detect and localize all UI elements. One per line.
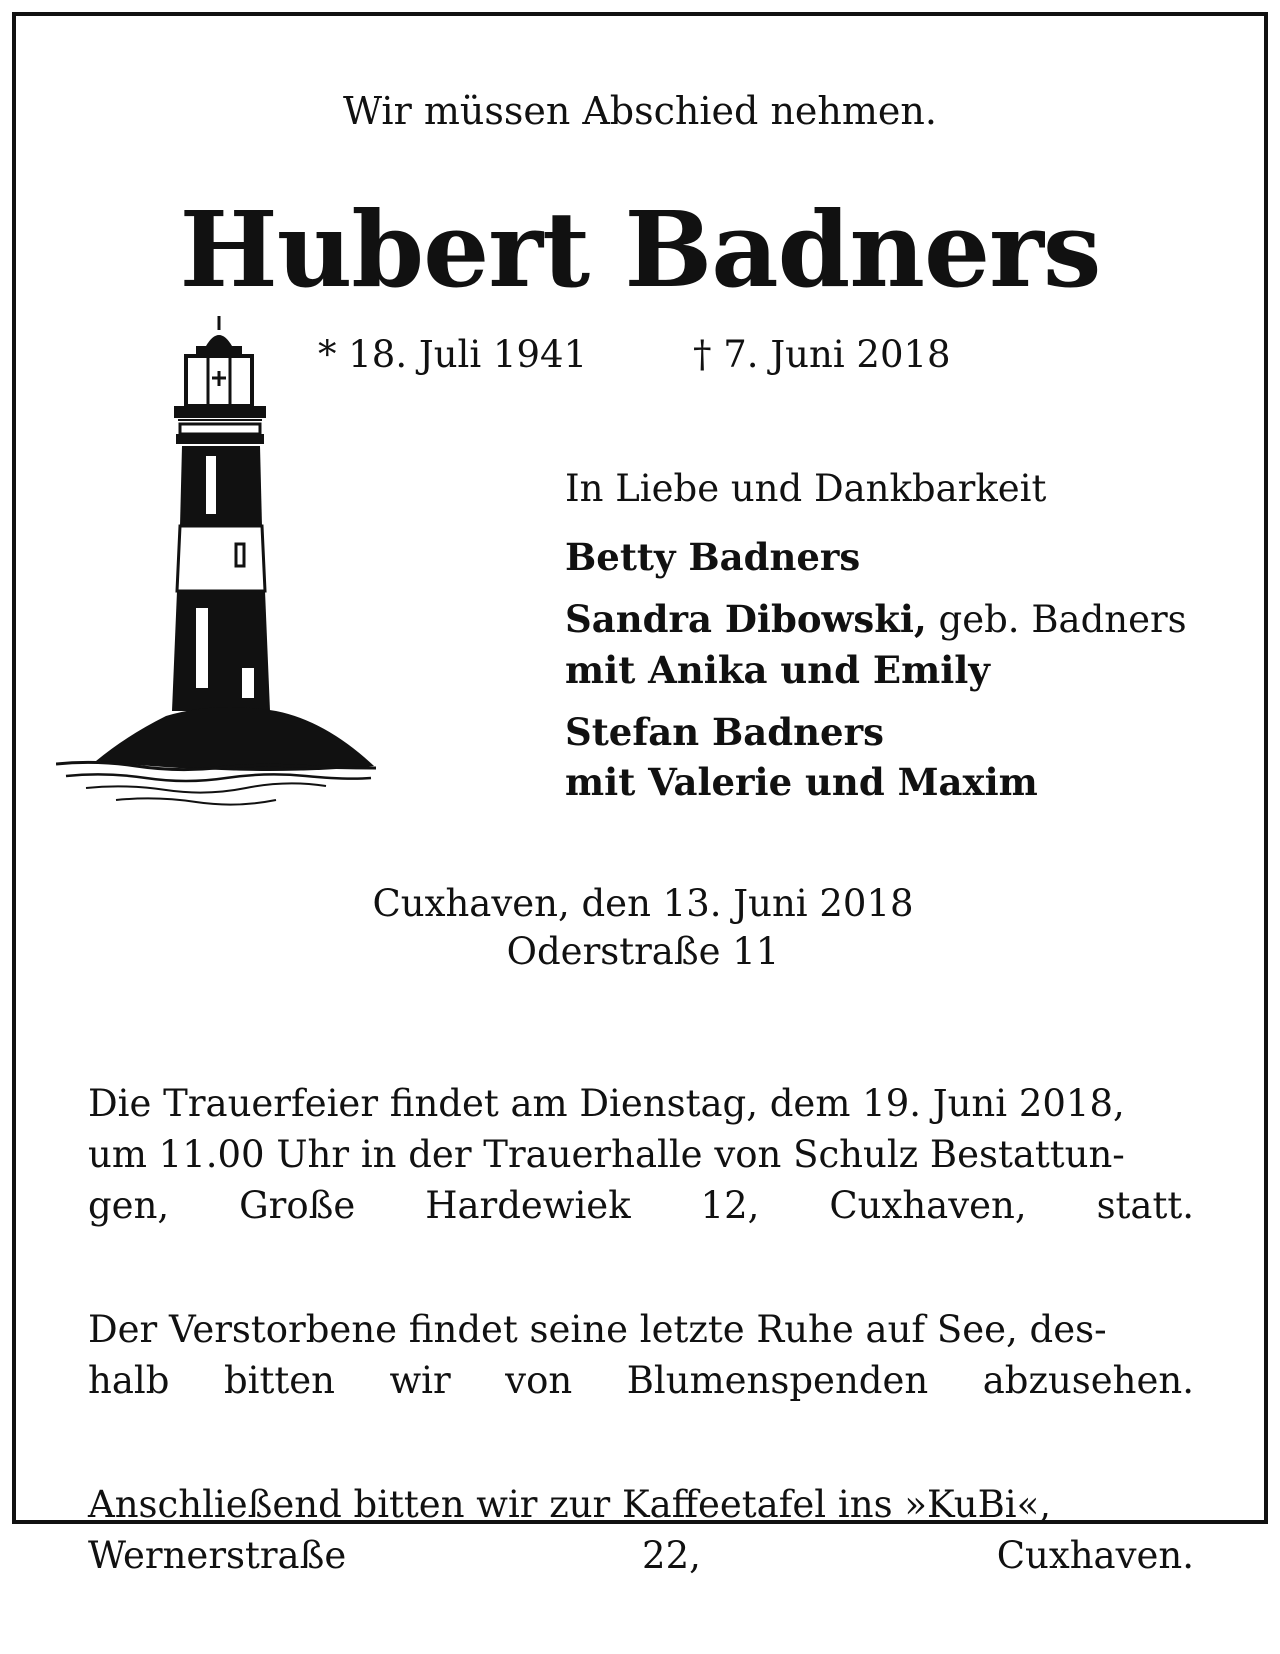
text-line: halb bitten wir von Blumenspenden abzusehen. [88,1359,1194,1402]
street-address: Oderstraße 11 [506,930,780,973]
lighthouse-icon [56,316,376,806]
funeral-paragraph [88,1078,1194,1282]
obituary-notice [12,12,1268,1577]
family-list [565,464,1245,807]
text-line: Der Verstorbene findet seine letzte Ruhe auf See, des- [88,1308,1107,1351]
funeral-details [88,1078,1194,1654]
member-children: mit Anika und Emily [565,648,990,692]
family-member [565,594,1245,645]
reception-paragraph [88,1479,1194,1632]
death-date: † 7. Juni 2018 [693,333,951,376]
member-name: Sandra Dibowski, [565,597,927,641]
text-line: gen, Große Hardewiek 12, Cuxhaven, statt. [88,1184,1194,1227]
member-children: mit Valerie und Maxim [565,760,1038,804]
family-member: Stefan Badners [565,710,884,754]
family-member: Betty Badners [565,535,861,579]
birth-date: * 18. Juli 1941 [318,333,588,376]
member-maiden-name: geb. Badners [926,598,1187,641]
dedication-line: In Liebe und Dankbarkeit [565,467,1047,510]
deceased-name: Hubert Badners [179,188,1101,311]
intro-line: Wir müssen Abschied nehmen. [343,89,937,133]
text-line: Anschließend bitten wir zur Kaffeetafel ins »KuBi«, [88,1483,1052,1526]
text-line: um 11.00 Uhr in der Trauerhalle von Schulz Bestattun- [88,1133,1125,1176]
city-date: Cuxhaven, den 13. Juni 2018 [372,882,914,925]
text-line: Die Trauerfeier findet am Dienstag, dem 19. Juni 2018, [88,1082,1125,1125]
place-and-address [16,880,1270,976]
burial-paragraph [88,1304,1194,1457]
text-line: Wernerstraße 22, Cuxhaven. [88,1534,1194,1577]
